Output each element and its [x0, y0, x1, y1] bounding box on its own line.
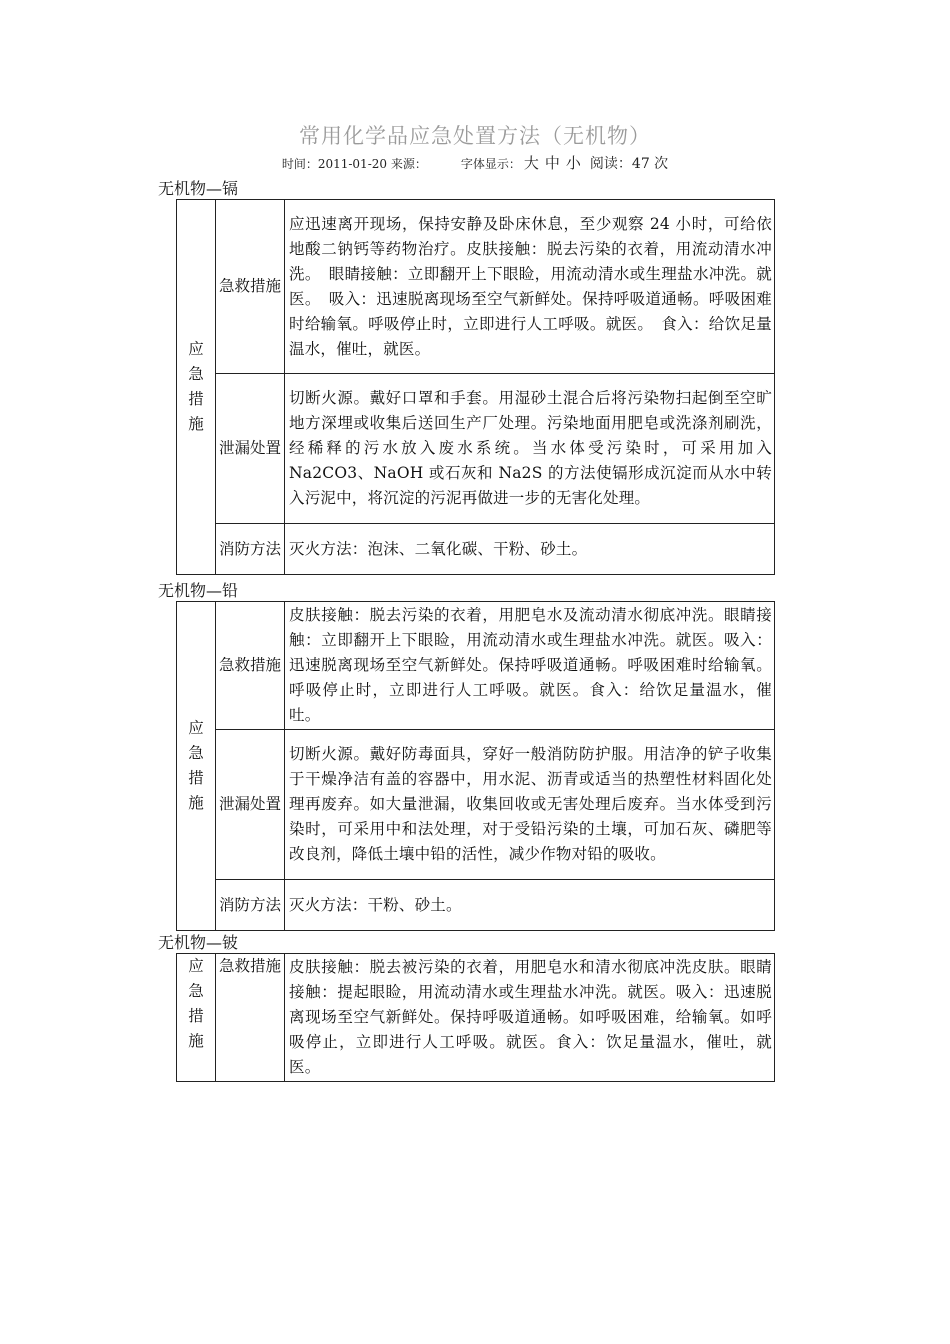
group-label-cell: 应 急 措 施: [177, 200, 216, 575]
font-size-medium-link[interactable]: 中: [544, 154, 560, 172]
row-label-leak-disposal: 泄漏处置: [216, 730, 285, 880]
page-title: 常用化学品应急处置方法（无机物）: [299, 124, 651, 148]
publish-time: 时间：2011-01-20 来源：: [281, 157, 427, 171]
section-heading-lead: 无机物—铅: [158, 581, 239, 600]
group-label-cell: 应 急 措 施: [177, 602, 216, 931]
font-size-small-link[interactable]: 小: [565, 154, 581, 172]
row-text-first-aid: 皮肤接触：脱去被污染的衣着，用肥皂水和清水彻底冲洗皮肤。眼睛接触：提起眼睑，用流动清水或生理盐水冲洗。就医。吸入：迅速脱离现场至空气新鲜处。保持呼吸道通畅。如呼吸困难，给输氧。如呼吸停止，立即进行人工呼吸。就医。食入：饮足量温水，催吐，就医。: [285, 954, 775, 1082]
table-row: [177, 374, 775, 524]
table-lead: [176, 601, 775, 931]
article-meta: [0, 152, 950, 173]
row-text-first-aid: 皮肤接触：脱去污染的衣着，用肥皂水及流动清水彻底冲洗。眼睛接触：立即翻开上下眼睑，用流动清水或生理盐水冲洗。就医。吸入：迅速脱离现场至空气新鲜处。保持呼吸道通畅。呼吸困难时给输氧。呼吸停止时，立即进行人工呼吸。就医。食入：给饮足量温水，催吐。: [285, 602, 775, 730]
row-text-fire-fighting: 灭火方法：干粉、砂土。: [285, 880, 775, 931]
table-row: [177, 200, 775, 374]
section-heading-cadmium: 无机物—镉: [158, 179, 239, 198]
font-size-label: 字体显示：: [460, 157, 521, 171]
table-row: [177, 954, 775, 1082]
row-label-leak-disposal: 泄漏处置: [216, 374, 285, 524]
row-text-leak-disposal: 切断火源。戴好口罩和手套。用湿砂土混合后将污染物扫起倒至空旷地方深埋或收集后送回生产厂处理。污染地面用肥皂或洗涤剂刷洗，经稀释的污水放入废水系统。当水体受污染时，可采用加入 Na2CO3、NaOH 或石灰和 Na2S 的方法使镉形成沉淀而从水中转入污泥中，将沉淀的污泥再做进一步的无害化处理。: [285, 374, 775, 524]
font-size-large-link[interactable]: 大: [523, 154, 539, 172]
row-text-first-aid: 应迅速离开现场，保持安静及卧床休息，至少观察 24 小时，可给依地酸二钠钙等药物治疗。皮肤接触：脱去污染的衣着，用流动清水冲洗。 眼睛接触：立即翻开上下眼睑，用流动清水或生理盐水冲洗。就医。 吸入：迅速脱离现场至空气新鲜处。保持呼吸道通畅。呼吸困难时给输氧。呼吸停止时，立即进行人工呼吸。就医。 食入：给饮足量温水，催吐，就医。: [285, 200, 775, 374]
row-text-fire-fighting: 灭火方法：泡沫、二氧化碳、干粉、砂土。: [285, 524, 775, 575]
row-label-fire-fighting: 消防方法: [216, 880, 285, 931]
group-label-cell: 应 急 措 施: [177, 954, 216, 1082]
table-row: [177, 602, 775, 730]
table-beryllium: [176, 953, 775, 1082]
section-heading-beryllium: 无机物—铍: [158, 933, 239, 952]
table-row: [177, 730, 775, 880]
row-label-first-aid: 急救措施: [216, 602, 285, 730]
table-row: [177, 880, 775, 931]
table-cadmium: [176, 199, 775, 575]
row-text-leak-disposal: 切断火源。戴好防毒面具，穿好一般消防防护服。用洁净的铲子收集于干燥净洁有盖的容器中，用水泥、沥青或适当的热塑性材料固化处理再废弃。如大量泄漏，收集回收或无害处理后废弃。当水体受到污染时，可采用中和法处理，对于受铅污染的土壤，可加石灰、磷肥等改良剂，降低土壤中铅的活性，减少作物对铅的吸收。: [285, 730, 775, 880]
read-count: 阅读：47 次: [589, 156, 669, 172]
table-row: [177, 524, 775, 575]
row-label-first-aid: 急救措施: [216, 200, 285, 374]
row-label-first-aid: 急救措施: [216, 954, 285, 1082]
row-label-fire-fighting: 消防方法: [216, 524, 285, 575]
